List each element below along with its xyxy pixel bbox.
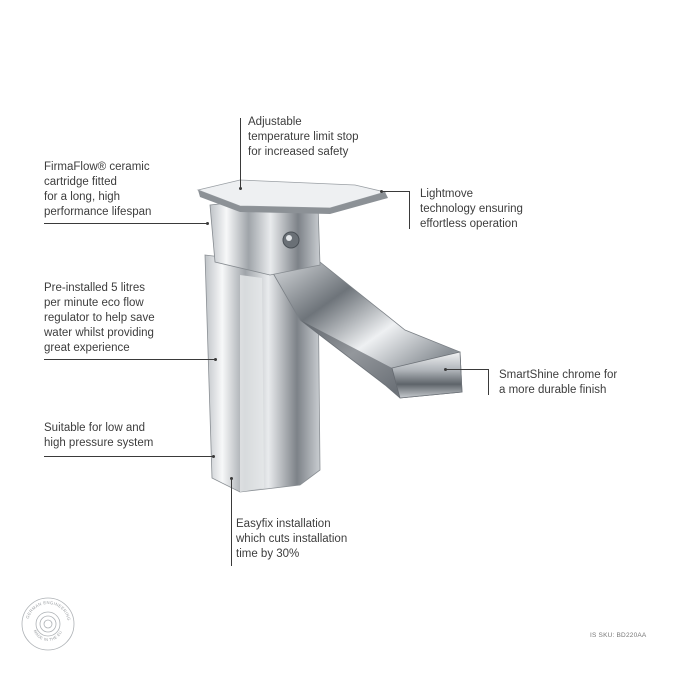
callout-temperature-limit: Adjustable temperature limit stop for increased safety — [248, 116, 359, 158]
leader-lightmove-dot — [380, 190, 383, 193]
leader-smartshine-dot — [444, 368, 447, 371]
callout-pressure: Suitable for low and high pressure system — [44, 422, 154, 449]
badge-seal-icon — [20, 596, 76, 652]
leader-regulator-dot — [214, 358, 217, 361]
leader-lightmove-horizontal — [382, 191, 410, 192]
leader-temperature-dot — [239, 187, 242, 190]
callout-smartshine: SmartShine chrome for a more durable finish — [499, 369, 618, 396]
badge-inner-text: MADE IN THE EU — [32, 628, 63, 643]
leader-smartshine-vertical — [488, 369, 489, 395]
leader-easyfix-dot — [230, 477, 233, 480]
callout-cartridge: FirmaFlow® ceramic cartridge fitted for a long, high performance lifespan — [44, 161, 152, 218]
callout-lightmove: Lightmove technology ensuring effortless operation — [420, 188, 523, 230]
leader-smartshine-horizontal — [446, 369, 488, 370]
svg-text:MADE IN THE EU — [33, 629, 63, 642]
leader-lightmove-vertical — [409, 191, 410, 229]
leader-cartridge-dot — [206, 222, 209, 225]
badge-outer-text: GERMAN ENGINEERING — [24, 599, 72, 622]
leader-cartridge-horizontal — [44, 223, 208, 224]
leader-pressure-dot — [212, 455, 215, 458]
sku-label: IS SKU: BD220AA — [590, 632, 647, 639]
german-engineering-badge — [20, 596, 76, 652]
leader-easyfix-vertical — [231, 478, 232, 566]
leader-temperature-vertical — [240, 118, 241, 190]
leader-pressure-horizontal — [44, 456, 214, 457]
callout-regulator: Pre-installed 5 litres per minute eco flow regulator to help save water whilst providing great experience — [44, 282, 155, 354]
callout-easyfix: Easyfix installation which cuts installation time by 30% — [236, 518, 348, 560]
leader-regulator-horizontal — [44, 359, 216, 360]
